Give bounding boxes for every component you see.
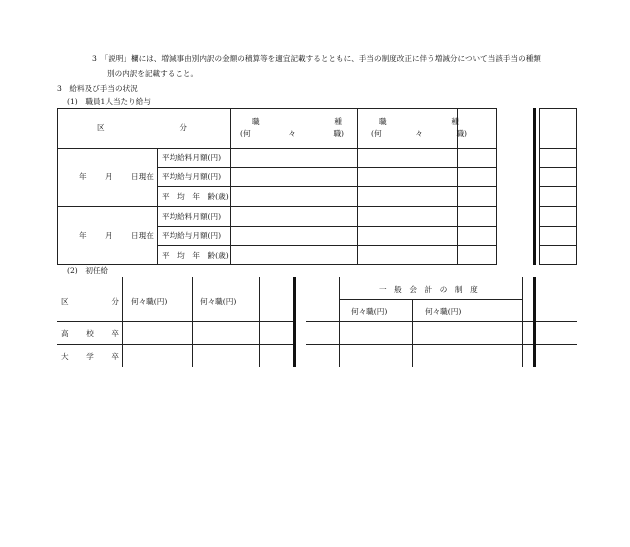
kubun-label-left: 区 (97, 123, 105, 132)
col2-header-bottom (371, 130, 467, 138)
row-university (61, 353, 119, 361)
row-high-school-2: 校 (86, 329, 94, 338)
col2-nani: (何 (371, 129, 382, 138)
row-university-3: 卒 (111, 352, 119, 361)
group2-row1-label: 平均給料月額(円) (162, 212, 222, 221)
group1-month: 月 (105, 172, 113, 181)
col2-shu: 種 (451, 117, 459, 126)
group1-date (79, 173, 154, 181)
col2-noma: 々 (415, 129, 423, 138)
col1-shoku-close: 職) (333, 129, 344, 138)
group1-day: 日現在 (131, 172, 154, 181)
group2-year: 年 (79, 231, 87, 240)
kubun-header (97, 124, 187, 132)
col2-header-top (379, 118, 459, 126)
t2-col2-header: 何々職(円) (200, 297, 237, 306)
group1-year: 年 (79, 172, 87, 181)
note-3-line-1: 3 「説明」欄には、増減事由別内訳の金額の積算等を適宜記載するとともに、手当の制度改正に伴う増減分について当該手当の種類 (92, 54, 541, 63)
group2-row2-label: 平均給与月額(円) (162, 231, 222, 240)
col2-shoku-close: 職) (456, 129, 467, 138)
col1-header-top (252, 118, 342, 126)
col2-shoku: 職 (379, 117, 387, 126)
general-account-header: 一 般 会 計 の 制 度 (379, 285, 478, 294)
section-heading: 3 給料及び手当の状況 (57, 84, 138, 93)
group2-day: 日現在 (131, 231, 154, 240)
col1-shoku: 職 (252, 117, 260, 126)
subsection-1-title: (1) 職員1人当たり給与 (67, 97, 151, 106)
group1-row2-label: 平均給与月額(円) (162, 172, 222, 181)
group2-date (79, 232, 154, 240)
kubun-label-right: 分 (179, 123, 187, 132)
t2-col1-header: 何々職(円) (131, 297, 168, 306)
row-university-1: 大 (61, 352, 69, 361)
t2-kubun-left: 区 (61, 297, 69, 306)
salary-per-employee-table (57, 108, 577, 265)
t2-kubun-right: 分 (111, 297, 119, 306)
row-high-school (61, 330, 119, 338)
row-high-school-3: 卒 (111, 329, 119, 338)
col1-nani: (何 (240, 129, 251, 138)
group1-row1-label: 平均給料月額(円) (162, 153, 222, 162)
col1-header-bottom (240, 130, 344, 138)
group2-row3-label: 平 均 年 齢(歳) (162, 251, 229, 260)
t2-kubun-header (61, 298, 119, 306)
col1-shu: 種 (334, 117, 342, 126)
subsection-2-title: (2) 初任給 (67, 266, 109, 275)
col1-noma: 々 (288, 129, 296, 138)
starting-salary-table (57, 277, 577, 367)
group2-month: 月 (105, 231, 113, 240)
group1-row3-label: 平 均 年 齢(歳) (162, 192, 229, 201)
row-high-school-1: 高 (61, 329, 69, 338)
t2-gen-col2-header: 何々職(円) (425, 307, 462, 316)
row-university-2: 学 (86, 352, 94, 361)
t2-gen-col1-header: 何々職(円) (351, 307, 388, 316)
note-3-line-2: 別の内訳を記載すること。 (107, 69, 199, 78)
